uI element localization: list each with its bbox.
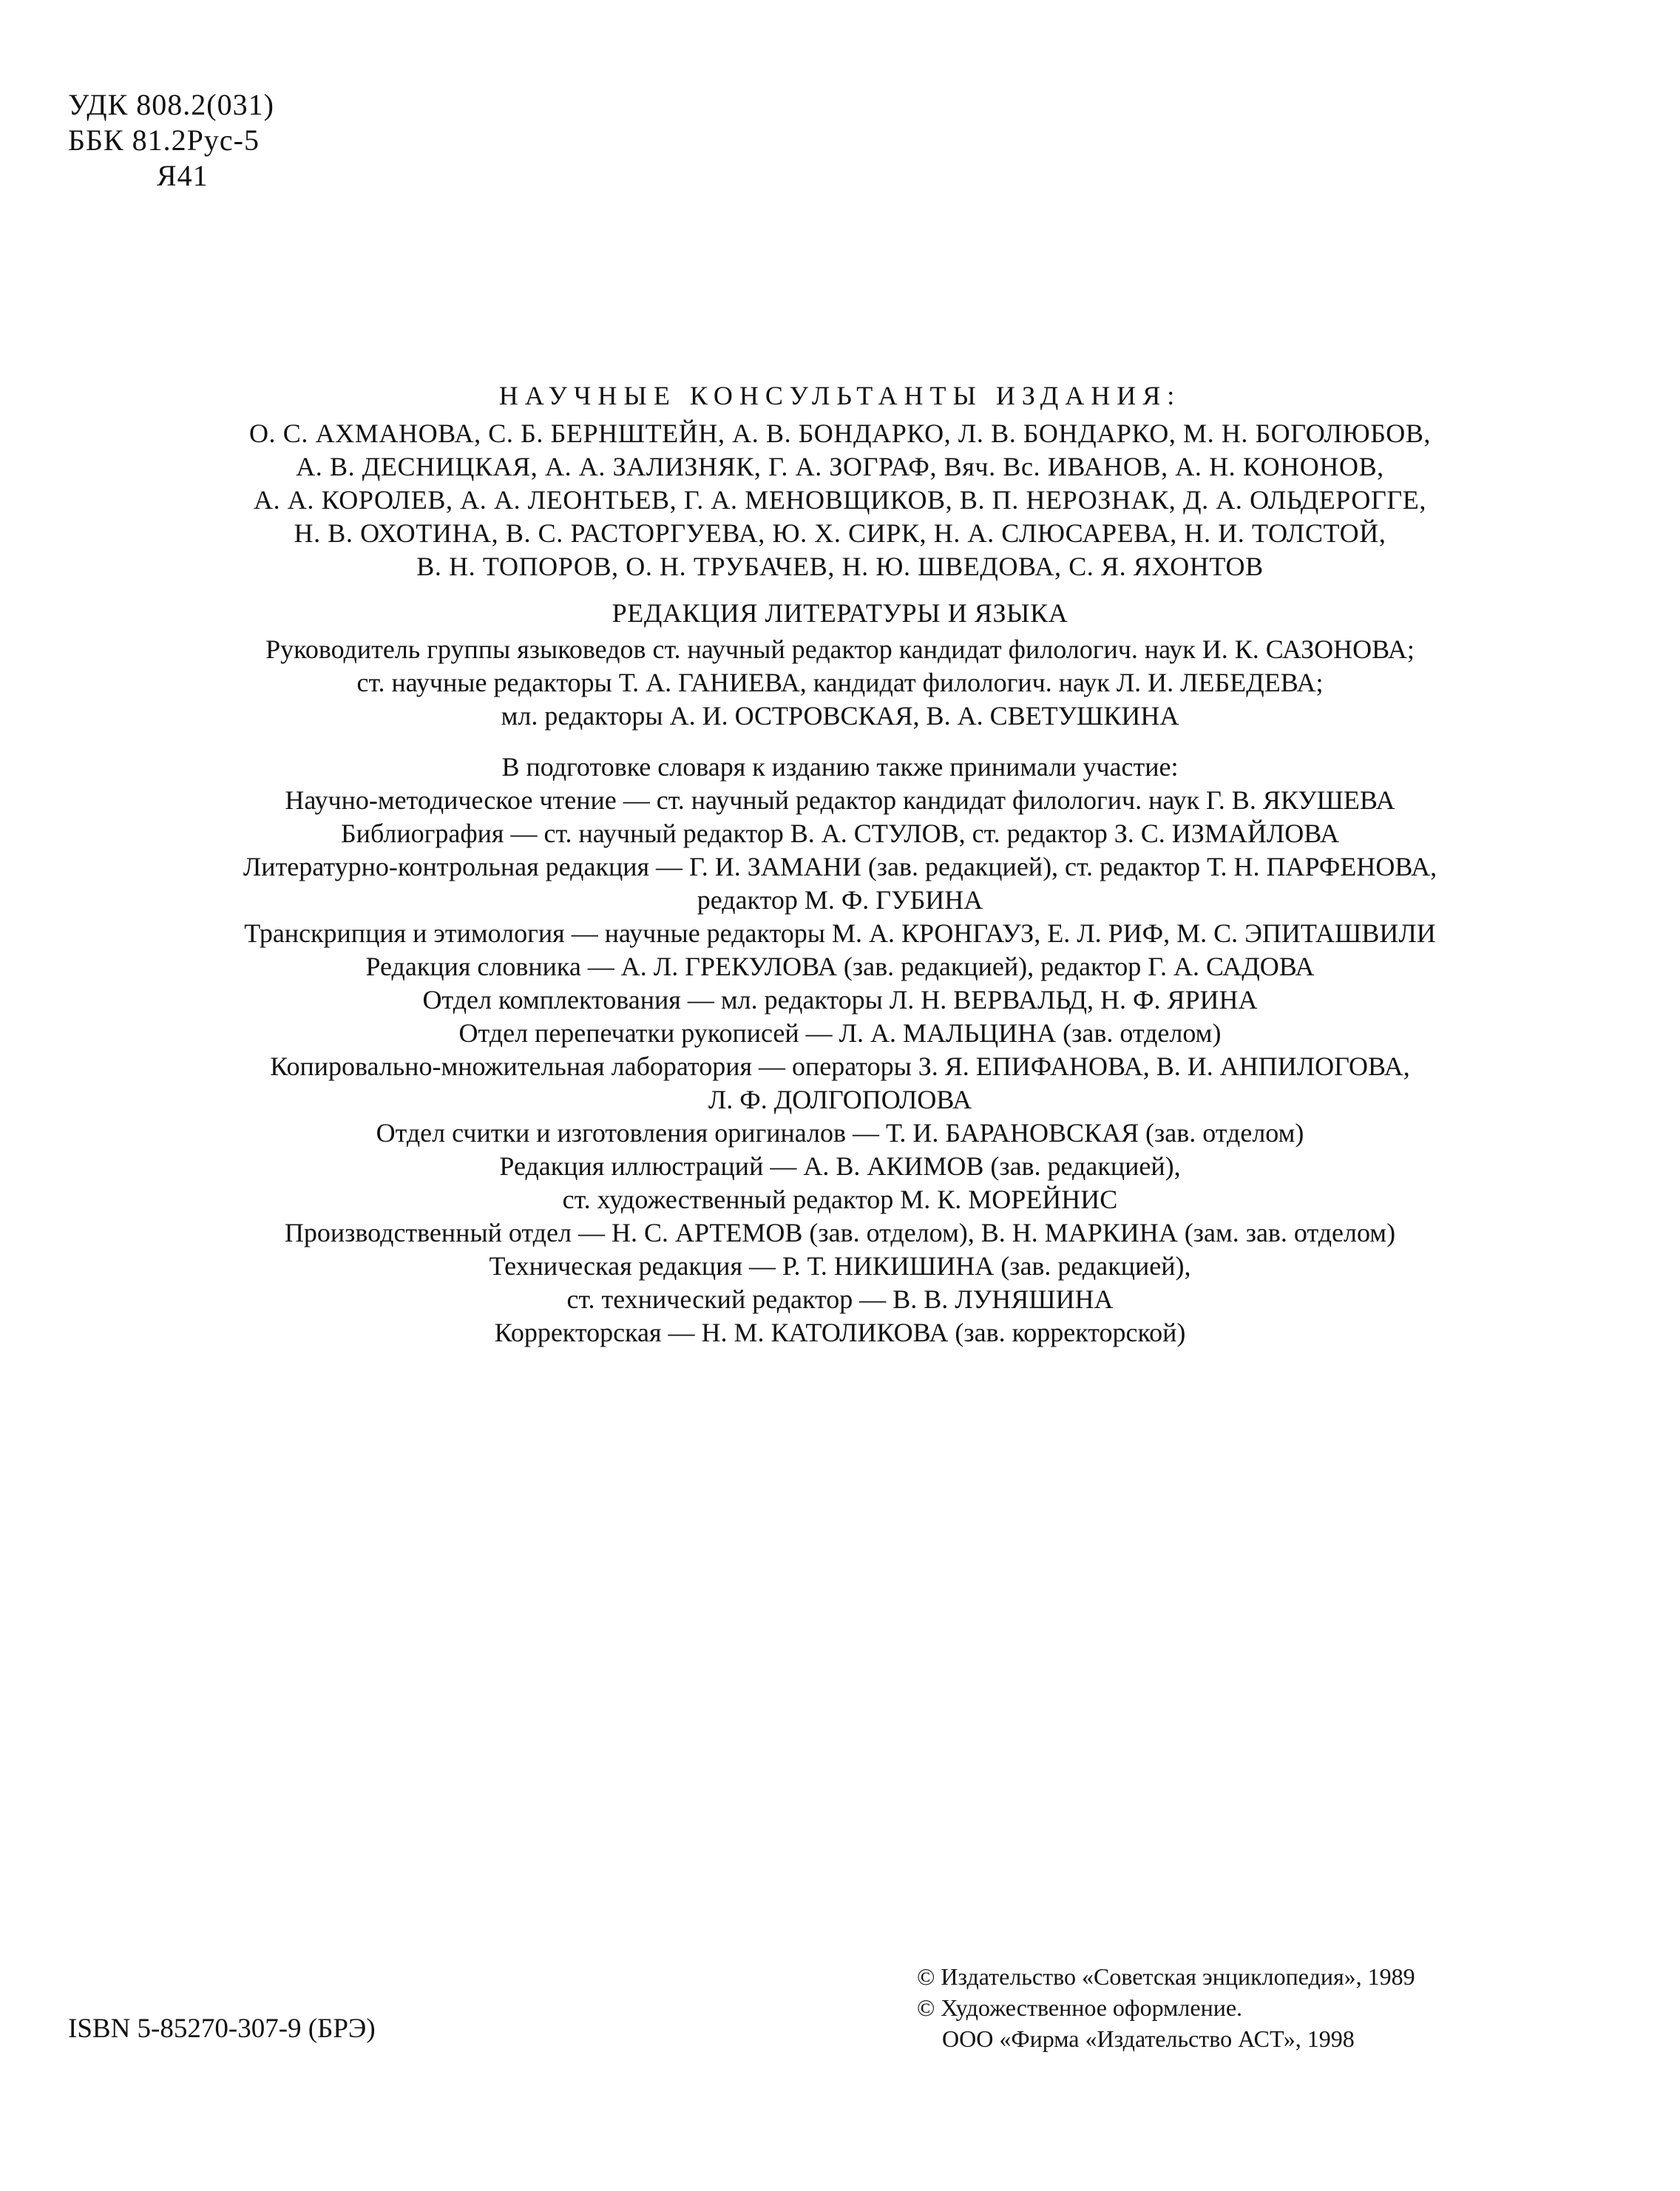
isbn-number: ISBN 5-85270-307-9 (БРЭ) bbox=[68, 2014, 376, 2044]
preparation-line: Научно-методическое чтение — ст. научный редактор кандидат филологич. наук Г. В. ЯКУШЕВА bbox=[285, 785, 1395, 815]
consultants-line: Н. В. ОХОТИНА, В. С. РАСТОРГУЕВА, Ю. Х. СИРК, Н. А. СЛЮСАРЕВА, Н. И. ТОЛСТОЙ, bbox=[294, 518, 1386, 548]
preparation-heading: В подготовке словаря к изданию также принимали участие: bbox=[501, 752, 1179, 782]
preparation-line: Редакция словника — А. Л. ГРЕКУЛОВА (зав. редакцией), редактор Г. А. САДОВА bbox=[365, 952, 1315, 981]
editorial-line: мл. редакторы А. И. ОСТРОВСКАЯ, В. А. СВЕТУШКИНА bbox=[501, 701, 1179, 731]
udk-code: УДК 808.2(031) bbox=[68, 88, 274, 121]
preparation-line: Транскрипция и этимология — научные редакторы М. А. КРОНГАУЗ, Е. Л. РИФ, М. С. ЭПИТАШВИЛИ bbox=[244, 918, 1436, 948]
classification-block bbox=[68, 87, 274, 194]
editorial-heading: РЕДАКЦИЯ ЛИТЕРАТУРЫ И ЯЗЫКА bbox=[612, 598, 1068, 628]
credits-block bbox=[44, 379, 1636, 1350]
preparation-line: Отдел перепечатки рукописей — Л. А. МАЛЬЦИНА (зав. отделом) bbox=[458, 1018, 1222, 1048]
preparation-line: Библиография — ст. научный редактор В. А. СТУЛОВ, ст. редактор З. С. ИЗМАЙЛОВА bbox=[341, 819, 1339, 848]
preparation-line: Корректорская — Н. М. КАТОЛИКОВА (зав. корректорской) bbox=[494, 1318, 1186, 1347]
copyright-line: © Издательство «Советская энциклопедия», 1989 bbox=[917, 1963, 1415, 1990]
consultants-heading: НАУЧНЫЕ КОНСУЛЬТАНТЫ ИЗДАНИЯ: bbox=[498, 381, 1182, 410]
preparation-line: ст. художественный редактор М. К. МОРЕЙНИС bbox=[562, 1185, 1118, 1214]
preparation-line: Отдел комплектования — мл. редакторы Л. Н. ВЕРВАЛЬД, Н. Ф. ЯРИНА bbox=[422, 985, 1258, 1015]
preparation-line: Отдел считки и изготовления оригиналов — Т. И. БАРАНОВСКАЯ (зав. отделом) bbox=[376, 1118, 1304, 1148]
preparation-line: Производственный отдел — Н. С. АРТЕМОВ (зав. отделом), В. Н. МАРКИНА (зам. зав. отделом) bbox=[284, 1218, 1396, 1247]
author-mark: Я41 bbox=[157, 159, 209, 192]
consultants-line: А. А. КОРОЛЕВ, А. А. ЛЕОНТЬЕВ, Г. А. МЕНОВЩИКОВ, В. П. НЕРОЗНАК, Д. А. ОЛЬДЕРОГГЕ, bbox=[254, 485, 1426, 515]
editorial-list bbox=[44, 633, 1636, 733]
preparation-line: Л. Ф. ДОЛГОПОЛОВА bbox=[708, 1085, 972, 1114]
consultants-list bbox=[44, 417, 1636, 583]
preparation-line: ст. технический редактор — В. В. ЛУНЯШИНА bbox=[566, 1284, 1114, 1314]
bbk-code: ББК 81.2Рус-5 bbox=[68, 123, 260, 157]
consultants-line: А. В. ДЕСНИЦКАЯ, А. А. ЗАЛИЗНЯК, Г. А. ЗОГРАФ, Вяч. Вс. ИВАНОВ, А. Н. КОНОНОВ, bbox=[296, 452, 1384, 481]
preparation-line: Копировально-множительная лаборатория — операторы З. Я. ЕПИФАНОВА, В. И. АНПИЛОГОВА, bbox=[270, 1052, 1410, 1081]
preparation-line: Редакция иллюстраций — А. В. АКИМОВ (зав. редакцией), bbox=[499, 1151, 1181, 1181]
editorial-line: ст. научные редакторы Т. А. ГАНИЕВА, кандидат филологич. наук Л. И. ЛЕБЕДЕВА; bbox=[356, 668, 1324, 697]
consultants-line: О. С. АХМАНОВА, С. Б. БЕРНШТЕЙН, А. В. БОНДАРКО, Л. В. БОНДАРКО, М. Н. БОГОЛЮБОВ, bbox=[248, 419, 1432, 448]
preparation-list bbox=[44, 784, 1636, 1350]
consultants-line: В. Н. ТОПОРОВ, О. Н. ТРУБАЧЕВ, Н. Ю. ШВЕДОВА, С. Я. ЯХОНТОВ bbox=[416, 552, 1264, 581]
copyright-line: © Художественное оформление. bbox=[917, 1994, 1243, 2021]
copyright-block bbox=[917, 1961, 1415, 2054]
preparation-line: Литературно-контрольная редакция — Г. И. ЗАМАНИ (зав. редакцией), ст. редактор Т. Н. ПАРФЕНОВА, bbox=[243, 852, 1437, 881]
preparation-line: редактор М. Ф. ГУБИНА bbox=[697, 885, 983, 915]
editorial-line: Руководитель группы языковедов ст. научный редактор кандидат филологич. наук И. К. САЗОНОВА; bbox=[265, 634, 1415, 664]
preparation-line: Техническая редакция — Р. Т. НИКИШИНА (зав. редакцией), bbox=[489, 1251, 1191, 1281]
copyright-line: ООО «Фирма «Издательство АСТ», 1998 bbox=[942, 2025, 1355, 2052]
